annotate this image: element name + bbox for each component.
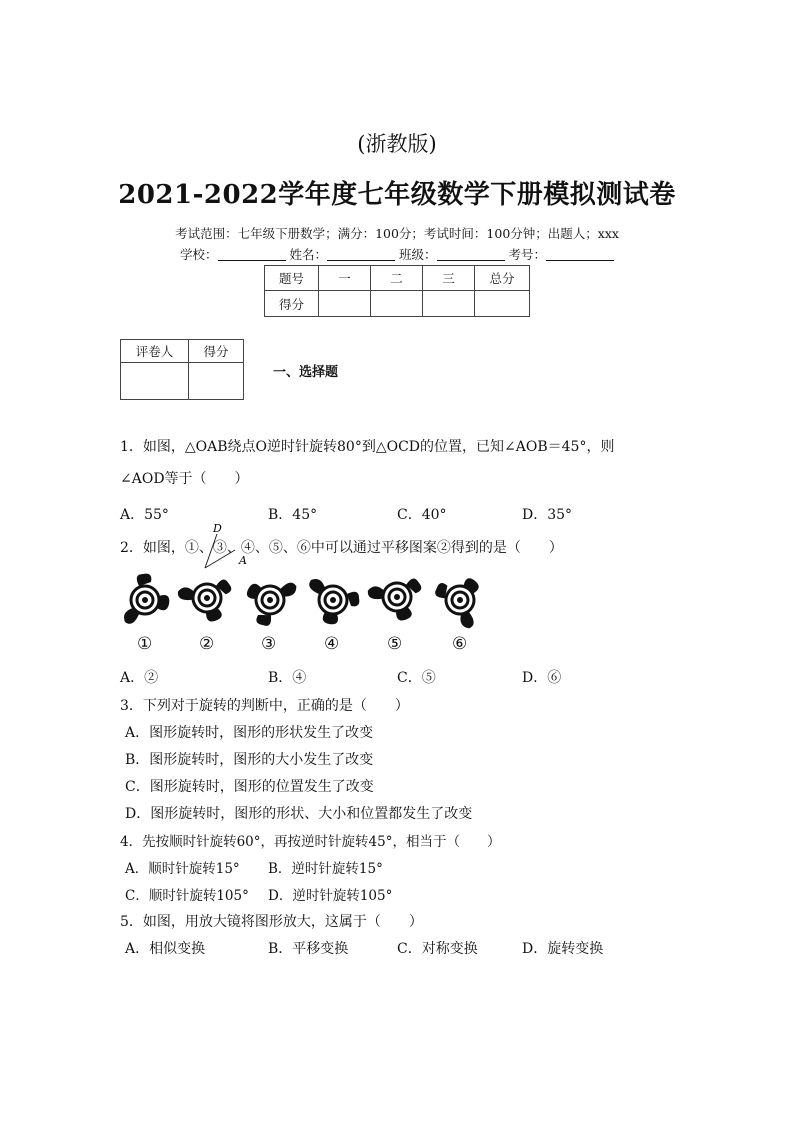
- pattern-4-icon: [309, 579, 359, 624]
- q2-option-b[interactable]: B．④: [268, 670, 307, 686]
- question-3-stem: 3．下列对于旋转的判断中，正确的是（ ）: [120, 698, 409, 714]
- q4-option-a[interactable]: A．顺时针旋转15°: [125, 861, 240, 877]
- score-cell[interactable]: [319, 291, 371, 317]
- question-5-stem: 5．如图，用放大镜将图形放大，这属于（ ）: [120, 914, 423, 930]
- q3-option-a[interactable]: A．图形旋转时，图形的形状发生了改变: [125, 725, 374, 741]
- score-header-cell: 题号: [265, 266, 319, 291]
- q2-option-d[interactable]: D．⑥: [522, 670, 562, 686]
- pattern-2-icon: [176, 567, 242, 631]
- score-table: [264, 265, 530, 317]
- student-fields: [0, 245, 794, 263]
- pattern-6-icon: [427, 566, 493, 630]
- grader-cell[interactable]: [121, 363, 189, 400]
- pattern-label-5: ⑤: [387, 634, 403, 654]
- grader-header-cell: 得分: [189, 340, 244, 363]
- section-heading: 一、选择题: [273, 365, 339, 380]
- score-header-cell: 二: [371, 266, 423, 291]
- pattern-label-3: ③: [261, 634, 277, 654]
- score-cell[interactable]: [423, 291, 475, 317]
- pattern-label-6: ⑥: [452, 634, 468, 654]
- grader-cell[interactable]: [189, 363, 244, 400]
- pattern-label-4: ④: [324, 634, 340, 654]
- pattern-label-1: ①: [137, 634, 153, 654]
- figure-label-a: A: [239, 554, 247, 567]
- question-1-stem-cont: ∠AOD等于（ ）: [120, 471, 249, 487]
- school-blank[interactable]: [218, 248, 286, 261]
- q1-option-a[interactable]: A．55°: [120, 507, 169, 523]
- exam-number-blank[interactable]: [546, 248, 614, 261]
- exam-number-label: 考号：: [508, 247, 546, 262]
- q1-option-b[interactable]: B．45°: [268, 507, 318, 523]
- q2-option-a[interactable]: A．②: [120, 670, 159, 686]
- name-blank[interactable]: [327, 248, 395, 261]
- q5-option-d[interactable]: D．旋转变换: [522, 941, 604, 957]
- class-label: 班级：: [398, 247, 437, 262]
- score-cell[interactable]: [475, 291, 530, 317]
- pattern-5-icon: [366, 566, 432, 630]
- question-2-stem: 2．如图，①、③、④、⑤、⑥中可以通过平移图案②得到的是（ ）: [120, 540, 563, 556]
- name-label: 姓名：: [289, 247, 327, 262]
- school-label: 学校：: [179, 247, 218, 262]
- exam-title: 2021-2022学年度七年级数学下册模拟测试卷: [118, 180, 676, 210]
- class-blank[interactable]: [437, 248, 505, 261]
- q4-option-d[interactable]: D．逆时针旋转105°: [268, 888, 393, 904]
- q5-option-b[interactable]: B．平移变换: [268, 941, 349, 957]
- q1-option-d[interactable]: D．35°: [522, 507, 573, 523]
- q2-option-c[interactable]: C．⑤: [397, 670, 436, 686]
- grader-header-cell: 评卷人: [121, 340, 189, 363]
- q5-option-a[interactable]: A．相似变换: [125, 941, 206, 957]
- q4-option-c[interactable]: C．顺时针旋转105°: [125, 888, 249, 904]
- grader-table: [120, 339, 244, 400]
- pattern-1-icon: [124, 574, 169, 624]
- q3-option-d[interactable]: D．图形旋转时，图形的形状、大小和位置都发生了改变: [125, 806, 473, 822]
- pattern-3-icon: [238, 569, 298, 632]
- exam-info-line: 考试范围：七年级下册数学；满分：100分；考试时间：100分钟；出题人；xxx: [175, 226, 619, 241]
- score-header-cell: 总分: [475, 266, 530, 291]
- score-header-cell: 一: [319, 266, 371, 291]
- score-header-cell: 三: [423, 266, 475, 291]
- question-1-stem: 1．如图，△OAB绕点O逆时针旋转80°到△OCD的位置，已知∠AOB＝45°，则: [120, 439, 615, 455]
- q5-option-c[interactable]: C．对称变换: [397, 941, 478, 957]
- figure-label-d: D: [213, 522, 222, 535]
- question-4-stem: 4．先按顺时针旋转60°，再按逆时针旋转45°，相当于（ ）: [120, 834, 501, 850]
- q3-option-b[interactable]: B．图形旋转时，图形的大小发生了改变: [125, 752, 374, 768]
- pattern-row: [115, 562, 505, 638]
- subtitle: (浙教版): [357, 132, 437, 156]
- q1-option-c[interactable]: C．40°: [397, 507, 447, 523]
- pattern-label-2: ②: [199, 634, 215, 654]
- score-row-label: 得分: [265, 291, 319, 317]
- q3-option-c[interactable]: C．图形旋转时，图形的位置发生了改变: [125, 779, 374, 795]
- score-cell[interactable]: [371, 291, 423, 317]
- q4-option-b[interactable]: B．逆时针旋转15°: [268, 861, 383, 877]
